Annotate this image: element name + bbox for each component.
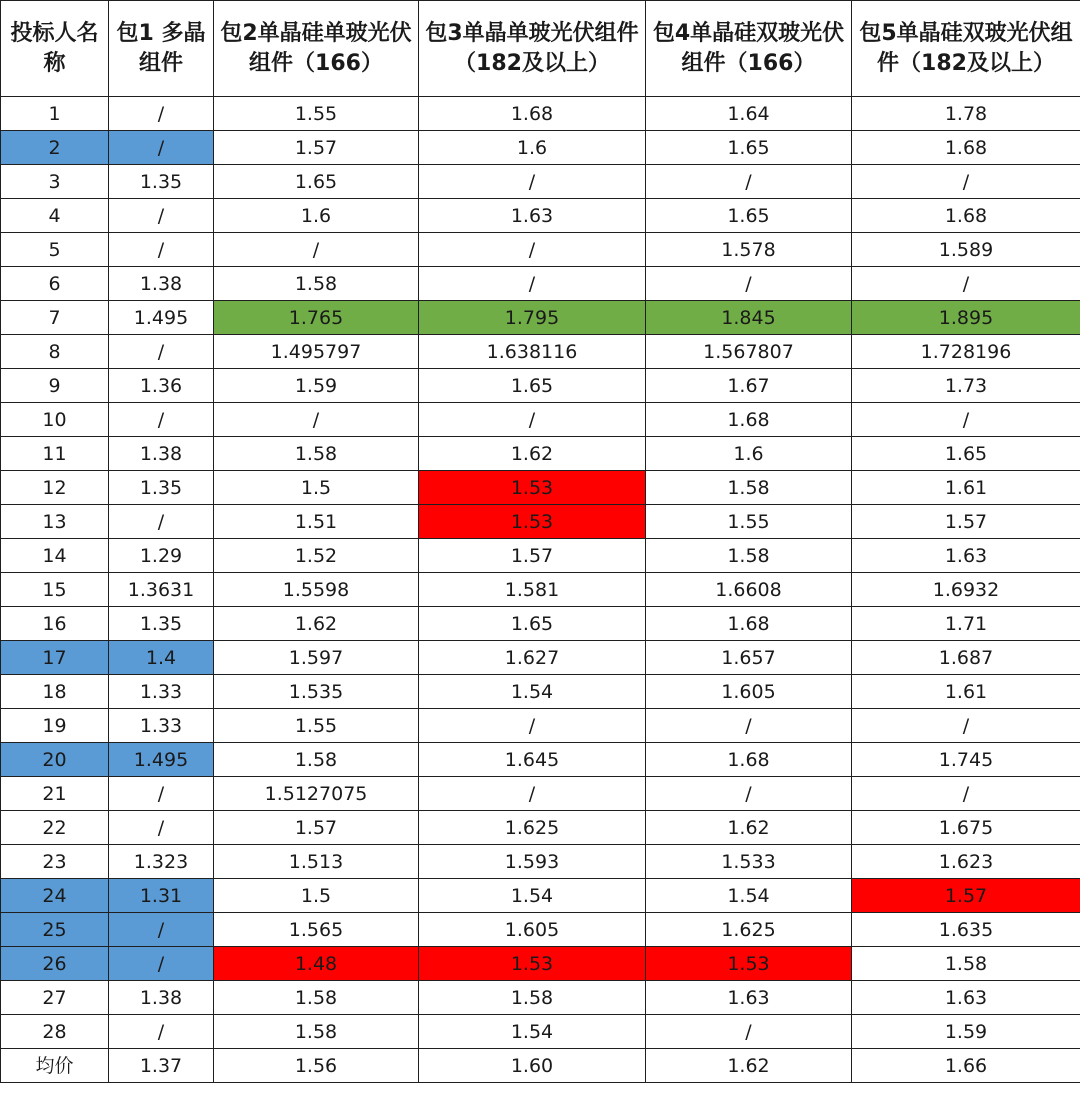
- package-4-price-cell: /: [646, 1015, 852, 1049]
- bidder-cell: 2: [1, 131, 109, 165]
- package-1-price-cell: 1.38: [109, 267, 214, 301]
- package-5-price-cell: 1.57: [852, 879, 1080, 913]
- package-1-price-cell: /: [109, 947, 214, 981]
- package-2-price-cell: 1.495797: [214, 335, 419, 369]
- bidder-cell: 16: [1, 607, 109, 641]
- package-5-price-cell: 1.57: [852, 505, 1080, 539]
- package-3-price-cell: 1.58: [419, 981, 646, 1015]
- package-5-price-cell: 1.68: [852, 199, 1080, 233]
- package-3-price-cell: 1.68: [419, 97, 646, 131]
- table-body: [1, 97, 1080, 1083]
- table-row: [1, 267, 1080, 301]
- package-2-price-cell: 1.57: [214, 131, 419, 165]
- bidder-cell: 5: [1, 233, 109, 267]
- package-1-price-cell: /: [109, 811, 214, 845]
- package-2-price-cell: /: [214, 403, 419, 437]
- package-1-price-cell: /: [109, 131, 214, 165]
- bidder-cell: 28: [1, 1015, 109, 1049]
- package-3-price-cell: 1.65: [419, 607, 646, 641]
- package-5-price-cell: /: [852, 267, 1080, 301]
- package-4-price-cell: 1.58: [646, 539, 852, 573]
- bidder-cell: 23: [1, 845, 109, 879]
- bidder-cell: 18: [1, 675, 109, 709]
- package-3-price-cell: 1.53: [419, 505, 646, 539]
- package-5-price-cell: 1.59: [852, 1015, 1080, 1049]
- package-4-price-cell: 1.62: [646, 1049, 852, 1083]
- bidder-cell: 3: [1, 165, 109, 199]
- table-row: [1, 811, 1080, 845]
- package-5-price-cell: 1.63: [852, 981, 1080, 1015]
- package-3-price-cell: 1.6: [419, 131, 646, 165]
- package-3-price-cell: /: [419, 233, 646, 267]
- package-4-price-cell: 1.54: [646, 879, 852, 913]
- package-5-price-cell: 1.728196: [852, 335, 1080, 369]
- bidder-cell: 14: [1, 539, 109, 573]
- package-4-price-cell: /: [646, 709, 852, 743]
- package-5-price-cell: /: [852, 403, 1080, 437]
- table-row: [1, 471, 1080, 505]
- package-3-price-cell: /: [419, 267, 646, 301]
- package-5-price-cell: 1.745: [852, 743, 1080, 777]
- table-row: [1, 369, 1080, 403]
- package-3-price-cell: 1.63: [419, 199, 646, 233]
- package-2-price-cell: 1.5: [214, 471, 419, 505]
- package-2-price-cell: 1.513: [214, 845, 419, 879]
- package-5-price-cell: 1.58: [852, 947, 1080, 981]
- bidder-cell: 13: [1, 505, 109, 539]
- table-row: [1, 539, 1080, 573]
- package-1-price-cell: /: [109, 777, 214, 811]
- table-row: [1, 437, 1080, 471]
- bidder-cell: 25: [1, 913, 109, 947]
- package-2-price-cell: 1.55: [214, 97, 419, 131]
- package-1-price-cell: 1.3631: [109, 573, 214, 607]
- package-1-price-cell: 1.35: [109, 607, 214, 641]
- bidder-cell: 24: [1, 879, 109, 913]
- table-row: [1, 97, 1080, 131]
- package-1-price-cell: /: [109, 233, 214, 267]
- bidder-cell: 6: [1, 267, 109, 301]
- package-5-price-cell: 1.61: [852, 675, 1080, 709]
- header-package-4: 包4单晶硅双玻光伏组件（166）: [646, 1, 852, 97]
- package-2-price-cell: 1.6: [214, 199, 419, 233]
- average-row: [1, 1049, 1080, 1083]
- package-4-price-cell: 1.58: [646, 471, 852, 505]
- table-row: [1, 165, 1080, 199]
- package-5-price-cell: 1.687: [852, 641, 1080, 675]
- bidder-cell: 均价: [1, 1049, 109, 1083]
- package-1-price-cell: 1.35: [109, 471, 214, 505]
- bidder-cell: 15: [1, 573, 109, 607]
- bidder-cell: 7: [1, 301, 109, 335]
- package-4-price-cell: 1.567807: [646, 335, 852, 369]
- package-3-price-cell: /: [419, 709, 646, 743]
- package-3-price-cell: 1.57: [419, 539, 646, 573]
- package-3-price-cell: 1.605: [419, 913, 646, 947]
- package-5-price-cell: /: [852, 777, 1080, 811]
- table-row: [1, 301, 1080, 335]
- package-4-price-cell: 1.63: [646, 981, 852, 1015]
- package-2-price-cell: 1.535: [214, 675, 419, 709]
- bidder-cell: 21: [1, 777, 109, 811]
- table-row: [1, 743, 1080, 777]
- table-row: [1, 199, 1080, 233]
- table-row: [1, 233, 1080, 267]
- package-4-price-cell: 1.605: [646, 675, 852, 709]
- package-1-price-cell: 1.35: [109, 165, 214, 199]
- package-4-price-cell: /: [646, 777, 852, 811]
- table-row: [1, 981, 1080, 1015]
- table-row: [1, 505, 1080, 539]
- package-5-price-cell: 1.66: [852, 1049, 1080, 1083]
- package-1-price-cell: 1.495: [109, 301, 214, 335]
- package-2-price-cell: 1.65: [214, 165, 419, 199]
- package-4-price-cell: 1.845: [646, 301, 852, 335]
- package-4-price-cell: 1.6608: [646, 573, 852, 607]
- package-3-price-cell: 1.795: [419, 301, 646, 335]
- table-row: [1, 879, 1080, 913]
- table-row: [1, 335, 1080, 369]
- table-row: [1, 845, 1080, 879]
- package-4-price-cell: 1.53: [646, 947, 852, 981]
- package-5-price-cell: 1.61: [852, 471, 1080, 505]
- package-4-price-cell: 1.68: [646, 607, 852, 641]
- package-4-price-cell: /: [646, 165, 852, 199]
- package-4-price-cell: 1.625: [646, 913, 852, 947]
- package-1-price-cell: /: [109, 335, 214, 369]
- bidder-cell: 17: [1, 641, 109, 675]
- package-2-price-cell: 1.597: [214, 641, 419, 675]
- bidder-cell: 19: [1, 709, 109, 743]
- package-5-price-cell: 1.589: [852, 233, 1080, 267]
- package-2-price-cell: 1.58: [214, 743, 419, 777]
- package-2-price-cell: 1.58: [214, 437, 419, 471]
- package-3-price-cell: /: [419, 777, 646, 811]
- bidder-cell: 1: [1, 97, 109, 131]
- package-1-price-cell: 1.38: [109, 437, 214, 471]
- package-4-price-cell: 1.657: [646, 641, 852, 675]
- package-1-price-cell: 1.29: [109, 539, 214, 573]
- package-5-price-cell: 1.68: [852, 131, 1080, 165]
- package-2-price-cell: 1.59: [214, 369, 419, 403]
- table-row: [1, 675, 1080, 709]
- package-4-price-cell: 1.65: [646, 199, 852, 233]
- package-1-price-cell: 1.4: [109, 641, 214, 675]
- package-1-price-cell: 1.495: [109, 743, 214, 777]
- package-3-price-cell: 1.65: [419, 369, 646, 403]
- package-5-price-cell: 1.623: [852, 845, 1080, 879]
- package-1-price-cell: /: [109, 199, 214, 233]
- bidder-cell: 20: [1, 743, 109, 777]
- package-4-price-cell: 1.578: [646, 233, 852, 267]
- package-4-price-cell: 1.68: [646, 403, 852, 437]
- package-4-price-cell: 1.68: [646, 743, 852, 777]
- package-5-price-cell: 1.78: [852, 97, 1080, 131]
- package-5-price-cell: 1.71: [852, 607, 1080, 641]
- table-row: [1, 403, 1080, 437]
- package-4-price-cell: 1.6: [646, 437, 852, 471]
- bidder-cell: 9: [1, 369, 109, 403]
- header-package-3: 包3单晶单玻光伏组件（182及以上）: [419, 1, 646, 97]
- package-5-price-cell: 1.635: [852, 913, 1080, 947]
- bidder-cell: 10: [1, 403, 109, 437]
- table-row: [1, 641, 1080, 675]
- bidder-cell: 22: [1, 811, 109, 845]
- package-4-price-cell: /: [646, 267, 852, 301]
- package-1-price-cell: 1.31: [109, 879, 214, 913]
- package-4-price-cell: 1.533: [646, 845, 852, 879]
- package-3-price-cell: 1.62: [419, 437, 646, 471]
- package-5-price-cell: 1.675: [852, 811, 1080, 845]
- package-4-price-cell: 1.55: [646, 505, 852, 539]
- package-2-price-cell: 1.55: [214, 709, 419, 743]
- package-1-price-cell: 1.37: [109, 1049, 214, 1083]
- package-3-price-cell: 1.54: [419, 1015, 646, 1049]
- package-2-price-cell: 1.58: [214, 981, 419, 1015]
- package-1-price-cell: /: [109, 913, 214, 947]
- package-2-price-cell: 1.48: [214, 947, 419, 981]
- package-3-price-cell: 1.53: [419, 947, 646, 981]
- package-5-price-cell: /: [852, 709, 1080, 743]
- package-2-price-cell: 1.765: [214, 301, 419, 335]
- package-2-price-cell: 1.52: [214, 539, 419, 573]
- package-2-price-cell: 1.58: [214, 267, 419, 301]
- package-2-price-cell: 1.56: [214, 1049, 419, 1083]
- package-5-price-cell: 1.65: [852, 437, 1080, 471]
- package-2-price-cell: 1.5: [214, 879, 419, 913]
- package-1-price-cell: 1.33: [109, 675, 214, 709]
- package-4-price-cell: 1.67: [646, 369, 852, 403]
- package-3-price-cell: /: [419, 403, 646, 437]
- package-5-price-cell: 1.895: [852, 301, 1080, 335]
- table-row: [1, 913, 1080, 947]
- bidder-cell: 12: [1, 471, 109, 505]
- package-2-price-cell: 1.565: [214, 913, 419, 947]
- table-header: [1, 1, 1080, 97]
- package-3-price-cell: 1.638116: [419, 335, 646, 369]
- table-row: [1, 607, 1080, 641]
- bidder-cell: 27: [1, 981, 109, 1015]
- header-row: [1, 1, 1080, 97]
- package-5-price-cell: 1.63: [852, 539, 1080, 573]
- package-4-price-cell: 1.62: [646, 811, 852, 845]
- package-1-price-cell: /: [109, 505, 214, 539]
- package-2-price-cell: 1.62: [214, 607, 419, 641]
- package-2-price-cell: 1.5127075: [214, 777, 419, 811]
- package-3-price-cell: 1.581: [419, 573, 646, 607]
- package-3-price-cell: /: [419, 165, 646, 199]
- package-3-price-cell: 1.53: [419, 471, 646, 505]
- package-2-price-cell: 1.5598: [214, 573, 419, 607]
- package-2-price-cell: 1.51: [214, 505, 419, 539]
- bidder-cell: 26: [1, 947, 109, 981]
- package-1-price-cell: 1.323: [109, 845, 214, 879]
- table-row: [1, 131, 1080, 165]
- package-5-price-cell: /: [852, 165, 1080, 199]
- header-bidder-name: 投标人名称: [1, 1, 109, 97]
- package-2-price-cell: /: [214, 233, 419, 267]
- header-package-2: 包2单晶硅单玻光伏组件（166）: [214, 1, 419, 97]
- package-1-price-cell: 1.33: [109, 709, 214, 743]
- package-3-price-cell: 1.593: [419, 845, 646, 879]
- package-3-price-cell: 1.625: [419, 811, 646, 845]
- package-1-price-cell: /: [109, 97, 214, 131]
- package-3-price-cell: 1.60: [419, 1049, 646, 1083]
- package-1-price-cell: /: [109, 403, 214, 437]
- package-3-price-cell: 1.54: [419, 879, 646, 913]
- package-4-price-cell: 1.64: [646, 97, 852, 131]
- package-5-price-cell: 1.73: [852, 369, 1080, 403]
- package-1-price-cell: 1.36: [109, 369, 214, 403]
- bidder-cell: 11: [1, 437, 109, 471]
- package-3-price-cell: 1.54: [419, 675, 646, 709]
- table-row: [1, 573, 1080, 607]
- package-4-price-cell: 1.65: [646, 131, 852, 165]
- table-row: [1, 777, 1080, 811]
- package-1-price-cell: 1.38: [109, 981, 214, 1015]
- table-row: [1, 947, 1080, 981]
- package-2-price-cell: 1.58: [214, 1015, 419, 1049]
- table-row: [1, 1015, 1080, 1049]
- package-2-price-cell: 1.57: [214, 811, 419, 845]
- package-3-price-cell: 1.645: [419, 743, 646, 777]
- package-1-price-cell: /: [109, 1015, 214, 1049]
- bidder-cell: 8: [1, 335, 109, 369]
- package-3-price-cell: 1.627: [419, 641, 646, 675]
- package-5-price-cell: 1.6932: [852, 573, 1080, 607]
- bidder-cell: 4: [1, 199, 109, 233]
- header-package-5: 包5单晶硅双玻光伏组件（182及以上）: [852, 1, 1080, 97]
- table-row: [1, 709, 1080, 743]
- header-package-1: 包1 多晶组件: [109, 1, 214, 97]
